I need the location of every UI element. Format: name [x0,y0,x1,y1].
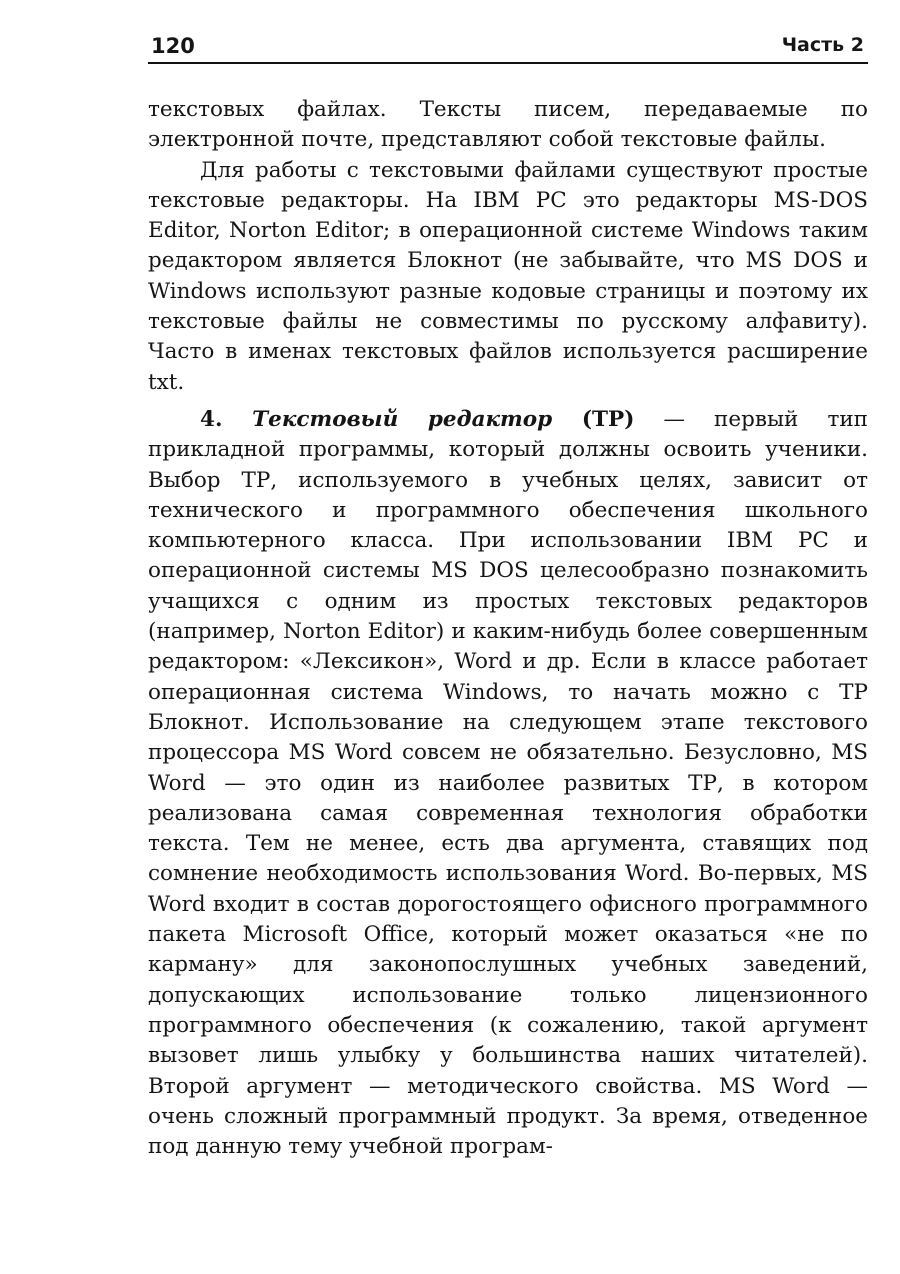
paragraph-text-editors: Для работы с текстовыми файлами существуют простые текстовые редакторы. На IBM PC это редакторы MS-DOS Editor, Norton Editor; в операционной системе Windows таким редактором является Блокнот (не забывайте, что MS DOS и Windows используют разные кодовые страницы и поэтому их текстовые файлы не совместимы по русскому алфавиту). Часто в именах текстовых файлов используется расширение txt. [148,157,868,395]
running-header [148,30,868,64]
section-number: 4. [200,406,253,432]
header-rule [148,62,868,64]
section-title: Текстовый редактор [252,406,553,432]
paragraph-section-4 [148,405,868,1162]
book-page [148,30,868,1162]
part-label: Часть 2 [781,34,864,56]
paragraph-continuation: текстовых файлах. Тексты писем, передаваемые по электронной почте, представляют собой текстовые файлы. [148,97,868,153]
page-number: 120 [151,34,195,58]
section-abbreviation: (ТР) [552,406,635,432]
body-text [148,95,868,1162]
section-body: — первый тип прикладной программы, который должны освоить ученики. Выбор ТР, используемого в учебных целях, зависит от технического и программного обеспечения школьного компьютерного класса. При использовании IBM PC и операционной системы MS DOS целесообразно познакомить учащихся с одним из простых текстовых редакторов (например, Norton Editor) и каким-нибудь более совершенным редактором: «Лексикон», Word и др. Если в классе работает операционная система Windows, то начать можно с ТР Блокнот. Использование на следующем этапе текстового процессора MS Word совсем не обязательно. Безусловно, MS Word — это один из наиболее развитых ТР, в котором реализована самая современная технология обработки текста. Тем не менее, есть два аргумента, ставящих под сомнение необходимость использования Word. Во-первых, MS Word входит в состав дорогостоящего офисного программного пакета Microsoft Office, который может оказаться «не по карману» для законопослушных учебных заведений, допускающих использование только лицензионного программного обеспечения (к сожалению, такой аргумент вызовет лишь улыбку у большинства наших читателей). Второй аргумент — методического свойства. MS Word — очень сложный программный продукт. За время, отведенное под данную тему учебной програм- [148,406,868,1160]
